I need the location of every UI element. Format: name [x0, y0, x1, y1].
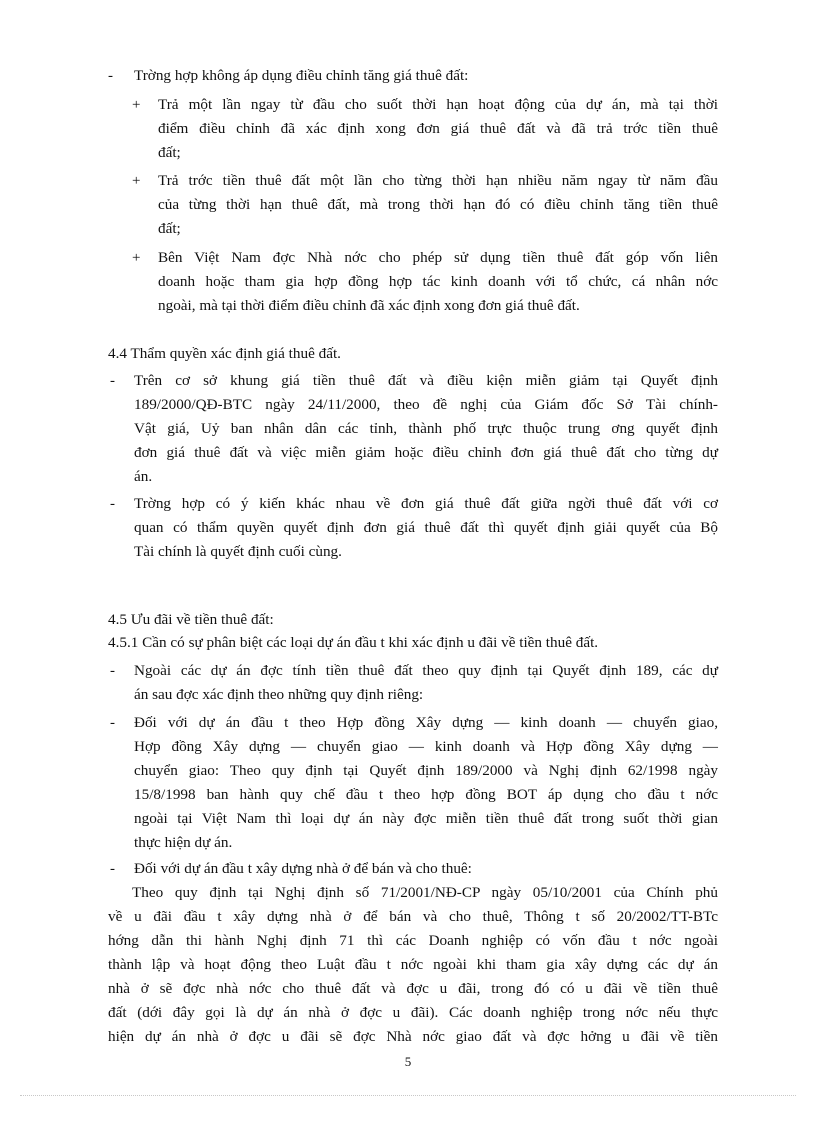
text-line: đất;: [158, 144, 181, 161]
text-line: 15/8/1998 ban hành quy chế đầu t theo hợp đồng BOT áp dụng cho đầu t nớc: [134, 786, 718, 803]
dash-bullet: -: [110, 373, 115, 389]
section-heading: 4.5 Ưu đãi về tiền thuê đất:: [108, 611, 274, 628]
text-line: chuyển giao: Theo quy định tại Quyết định 189/2000 và Nghị định 62/1998 ngày: [134, 762, 718, 779]
paragraph-line: về u đãi đầu t xây dựng nhà ở để bán và cho thuê, Thông t số 20/2002/TT-BTc: [108, 908, 718, 925]
plus-bullet: +: [132, 97, 141, 113]
paragraph-line: nhà ở sẽ đợc nhà nớc cho thuê đất và đợc u đãi, trong đó có u đãi về tiền thuê: [108, 980, 718, 997]
text-line: Vật giá, Uỷ ban nhân dân các tỉnh, thành phố trực thuộc trung ơng quyết định: [134, 420, 718, 437]
paragraph-line: hiện dự án nhà ở đợc u đãi sẽ đợc Nhà nớc giao đất và đợc hởng u đãi về tiền: [108, 1028, 718, 1045]
dash-bullet: -: [108, 68, 113, 84]
text-line: Ngoài các dự án đợc tính tiền thuê đất theo quy định tại Quyết định 189, các dự: [134, 662, 718, 679]
subsection-heading: 4.5.1 Cần có sự phân biệt các loại dự án đầu t khi xác định u đãi về tiền thuê đất.: [108, 634, 599, 651]
text-line: Tài chính là quyết định cuối cùng.: [134, 543, 342, 560]
text-line: Trả một lần ngay từ đầu cho suốt thời hạn hoạt động của dự án, mà tại thời: [158, 96, 718, 113]
text-line: quan có thẩm quyền quyết định đơn giá thuê đất thì quyết định giải quyết của Bộ: [134, 519, 718, 536]
text-line: doanh hoặc tham gia hợp đồng hợp tác kinh doanh với tổ chức, cá nhân nớc: [158, 273, 718, 290]
text-line: án.: [134, 468, 153, 485]
page-number: 5: [404, 1054, 412, 1069]
dash-bullet: -: [110, 496, 115, 512]
text-line: ngoài, mà tại thời điểm điều chỉnh đã xác định xong đơn giá thuê đất.: [158, 297, 580, 314]
text-line: đất;: [158, 220, 181, 237]
dash-bullet: -: [110, 663, 115, 679]
text-line: án sau đợc xác định theo những quy định riêng:: [134, 686, 424, 703]
text-line: Trả trớc tiền thuê đất một lần cho từng thời hạn nhiều năm ngay từ năm đầu: [158, 172, 718, 189]
section-heading: 4.4 Thẩm quyền xác định giá thuê đất.: [108, 345, 341, 362]
plus-bullet: +: [132, 173, 141, 189]
text-line: điểm điều chỉnh đã xác định xong đơn giá thuê đất và đã trả trớc tiền thuê: [158, 120, 718, 137]
dash-bullet: -: [110, 715, 115, 731]
text-line: Trờng hợp không áp dụng điều chỉnh tăng giá thuê đất:: [134, 67, 469, 84]
text-line: Trờng hợp có ý kiến khác nhau về đơn giá thuê đất giữa ngời thuê đất với cơ: [134, 495, 718, 512]
text-line: Bên Việt Nam đợc Nhà nớc cho phép sử dụng tiền thuê đất góp vốn liên: [158, 249, 718, 266]
paragraph-line: đất (dới đây gọi là dự án nhà ở đợc u đãi). Các doanh nghiệp trong nớc nếu thực: [108, 1004, 718, 1021]
text-line: đơn giá thuê đất và việc miễn giảm hoặc điều chỉnh đơn giá thuê đất cho từng dự: [134, 444, 718, 461]
text-line: thực hiện dự án.: [134, 834, 233, 851]
text-line: Hợp đồng Xây dựng — chuyển giao — kinh doanh và Hợp đồng Xây dựng —: [134, 738, 718, 755]
page-bottom-divider: [20, 1095, 796, 1096]
text-line: Trên cơ sở khung giá tiền thuê đất và điều kiện miễn giảm tại Quyết định: [134, 372, 718, 389]
paragraph-line: thành lập và hoạt động theo Luật đầu t nớc ngoài khi tham gia xây dựng các dự án: [108, 956, 718, 973]
text-line: Đối với dự án đầu t xây dựng nhà ở để bán và cho thuê:: [134, 860, 472, 877]
paragraph-line: hớng dẫn thi hành Nghị định 71 thì các Doanh nghiệp có vốn đầu t nớc ngoài: [108, 932, 718, 949]
text-line: của từng thời hạn thuê đất, mà trong thời hạn đó có điều chỉnh tăng tiền thuê: [158, 196, 718, 213]
text-line: 189/2000/QĐ-BTC ngày 24/11/2000, theo đề nghị của Giám đốc Sở Tài chính-: [134, 396, 718, 413]
plus-bullet: +: [132, 250, 141, 266]
text-line: ngoài tại Việt Nam thì loại dự án này đợc miễn tiền thuê đất trong suốt thời gian: [134, 810, 718, 827]
paragraph-line: Theo quy định tại Nghị định số 71/2001/NĐ-CP ngày 05/10/2001 của Chính phủ: [132, 884, 718, 901]
text-line: Đối với dự án đầu t theo Hợp đồng Xây dựng — kinh doanh — chuyển giao,: [134, 714, 718, 731]
dash-bullet: -: [110, 861, 115, 877]
